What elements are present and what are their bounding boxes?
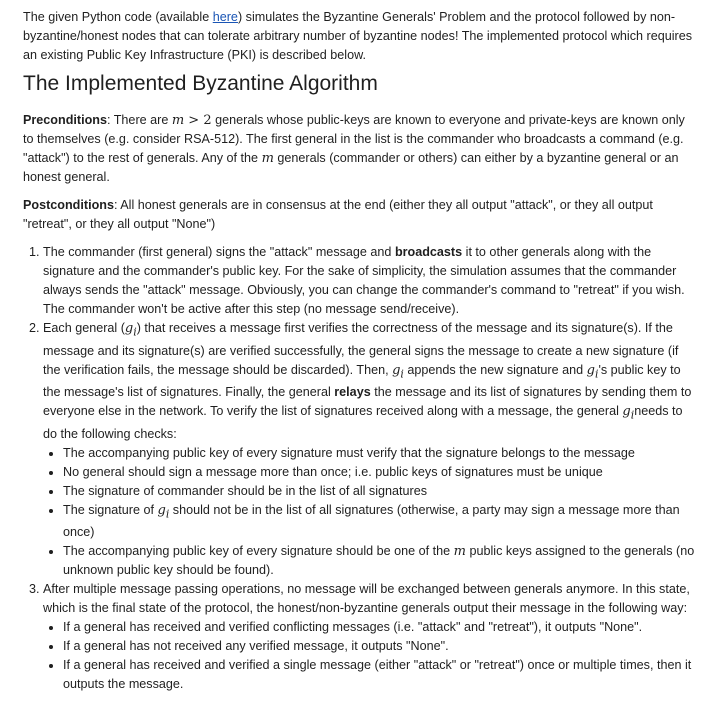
math-sub-i: i — [165, 507, 170, 521]
source-code-link[interactable]: here — [212, 10, 238, 24]
math-gi — [392, 362, 404, 381]
step-3-text: After multiple message passing operations, no message will be exchanged between generals anymore. In this state, which is the final state of the protocol, the honest/non-byzantine generals output their message in the following way: — [43, 582, 690, 616]
check-item: The signature of commander should be in the list of all signatures — [63, 482, 698, 501]
math-gi — [124, 321, 137, 339]
math-g: g — [622, 404, 631, 420]
output-rule-item: If a general has received and verified conflicting messages (i.e. "attack" and "retreat"), it outputs "None". — [63, 618, 698, 637]
output-rule-item: If a general has received and verified a single message (either "attack" or "retreat") once or multiple times, then it outputs the message. — [63, 656, 698, 694]
step-1-text: The commander (first general) signs the "attack" message and — [43, 245, 395, 259]
postconditions-paragraph — [23, 196, 698, 234]
output-rules — [43, 618, 698, 694]
math-m: m — [171, 113, 185, 128]
math-sub-i: i — [630, 408, 635, 422]
check-text: should not be in the list of all signatures (otherwise, a party may sign a message more than once) — [63, 502, 680, 540]
postconditions-text: : All honest generals are in consensus at the end (either they all output "attack", or they all output "retreat", or they all output "None") — [23, 198, 653, 231]
step-2-text: 's public key to the message's list of signatures. Finally, the general — [43, 362, 681, 400]
step-2-text: the message and its list of signatures by sending them to everyone else in the network. To verify the list of signatures received along with a message, the general — [43, 385, 692, 419]
postconditions-label: Postconditions — [23, 198, 114, 212]
step-2-text: appends the new signature and — [403, 362, 587, 377]
math-gi — [622, 404, 635, 422]
check-text: public keys assigned to the generals (no unknown public key should be found). — [63, 544, 695, 578]
preconditions-text: generals (commander or others) can either by a byzantine general or an honest general. — [23, 151, 679, 184]
intro-text: The given Python code (available — [23, 10, 213, 24]
math-m: m — [261, 151, 274, 166]
step-1-text: it to other generals along with the signature and the commander's public key. For the sake of simplicity, the simulation assumes that the commander always sends the "attack" message. Obviously, you can change the commander's command to "retreat" if you wish. The commander won't be active after this step (no message send/receive). — [43, 245, 685, 316]
step-2 — [43, 319, 698, 580]
check-item — [63, 501, 698, 543]
step-2-text: Each general ( — [43, 321, 125, 335]
math-g: g — [157, 502, 166, 518]
preconditions-text: : There are — [106, 113, 172, 127]
math-gt-2: > 2 — [184, 113, 212, 128]
step-2-text: needs to do the following checks: — [43, 404, 683, 441]
preconditions-paragraph — [23, 111, 698, 187]
math-sub-i: i — [594, 367, 599, 381]
preconditions-text: generals whose public-keys are known to everyone and private-keys are known only to themselves (e.g. consider RSA-512). The first general in the list is the commander who broadcasts a command (e.g. "attack") to the rest of generals. Any of the — [23, 113, 685, 165]
math-g: g — [124, 321, 134, 336]
check-item — [63, 542, 698, 580]
math-g: g — [392, 362, 401, 378]
check-item: The accompanying public key of every signature must verify that the signature belongs to the message — [63, 444, 698, 463]
output-rule-item: If a general has not received any verified message, it outputs "None". — [63, 637, 698, 656]
math-sub-i: i — [133, 325, 137, 339]
step-3 — [43, 580, 698, 694]
step-2-text: ) that receives a message first verifies the correctness of the message and its signature(s). If the message and its signature(s) are verified successfully, the general signs the message to create a new signature (if the verification fails, the message should be discarded). Then, — [43, 321, 679, 377]
check-text: The accompanying public key of every signature should be one of the — [63, 544, 454, 559]
math-gi — [586, 362, 599, 381]
protocol-steps — [23, 243, 698, 694]
math-gi — [157, 502, 170, 521]
math-m: m — [453, 544, 466, 560]
step-1 — [43, 243, 698, 319]
math-sub-i: i — [400, 367, 404, 381]
verification-checks — [43, 444, 698, 581]
check-text: The signature of — [63, 502, 158, 517]
relays-keyword: relays — [334, 385, 371, 400]
section-heading: The Implemented Byzantine Algorithm — [23, 72, 378, 95]
check-item: No general should sign a message more than once; i.e. public keys of signatures must be unique — [63, 463, 698, 482]
preconditions-label: Preconditions — [23, 113, 107, 127]
intro-text-continued: ) simulates the Byzantine Generals' Problem and the protocol followed by non-byzantine/honest nodes that can tolerate arbitrary number of byzantine nodes! The implemented protocol which requires an existing Public Key Infrastructure (PKI) is described below. — [23, 10, 693, 62]
math-g: g — [586, 362, 595, 378]
broadcasts-keyword: broadcasts — [394, 245, 463, 259]
intro-paragraph — [23, 8, 698, 65]
